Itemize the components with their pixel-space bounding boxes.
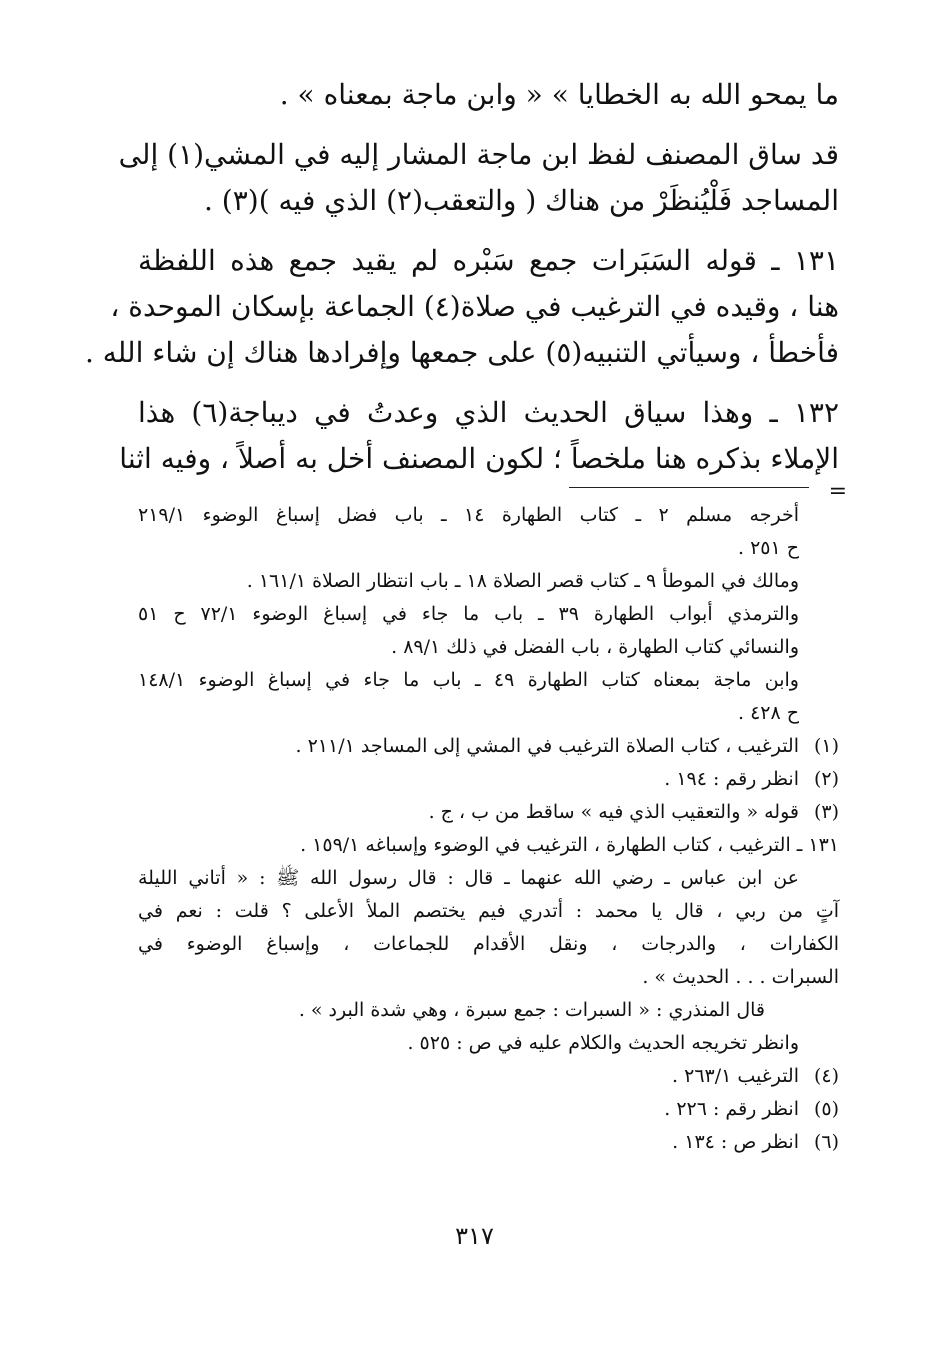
footnote-line (138, 862, 839, 895)
footnote-marker: (٤) (813, 1065, 839, 1087)
footnote-line (138, 763, 839, 796)
text-line: قد ساق المصنف لفظ ابن ماجة المشار إليه في المشي(١) إلى (118, 138, 839, 171)
paragraph (84, 238, 839, 376)
text-line: المساجد فَلْيُنظَرْ من هناك ( والتعقب(٢) الذي فيه )(٣) . (204, 184, 839, 217)
footnote-text: عن ابن عباس ـ رضي الله عنهما ـ قال : قال رسول الله ﷺ : « أتاني الليلة (138, 867, 799, 889)
footnote (138, 1027, 839, 1060)
footnote (138, 1093, 839, 1126)
footnote-marker: (٣) (813, 801, 839, 823)
footnote-text: انظر رقم : ٢٢٦ . (664, 1098, 799, 1120)
footnote (138, 1060, 839, 1093)
footnote (138, 598, 839, 664)
text-line: ما يمحو الله به الخطايا » « وابن ماجة بمعناه » . (279, 78, 839, 111)
footnote-text: وابن ماجة بمعناه كتاب الطهارة ٤٩ ـ باب ما جاء في إسباغ الوضوء ١٤٨/١ (138, 669, 799, 691)
footnote-text: الترغيب ، كتاب الصلاة الترغيب في المشي إلى المساجد ٢١١/١ . (295, 735, 799, 757)
paragraph (138, 72, 839, 118)
footnote (138, 994, 839, 1027)
footnote-marker: (١) (813, 735, 839, 757)
footnote-line (138, 730, 839, 763)
footnote (138, 829, 839, 862)
footnote (138, 565, 839, 598)
footnote-marker: (٥) (813, 1098, 839, 1120)
footnote-text: ح ٢٥١ . (737, 537, 799, 559)
footnote-line (138, 565, 839, 598)
footnote-text: انظر رقم : ١٩٤ . (664, 768, 799, 790)
separator-rule (569, 487, 809, 488)
continuation-mark: = (828, 479, 847, 504)
footnote-line (138, 664, 839, 697)
footnote (138, 664, 839, 730)
footnote (138, 499, 839, 565)
footnote-text: قوله « والتعقيب الذي فيه » ساقط من ب ، ج . (428, 801, 799, 823)
footnote-line (138, 499, 839, 532)
footnote-text: والنسائي كتاب الطهارة ، باب الفضل في ذلك ٨٩/١ . (391, 636, 799, 658)
footnote-text: ح ٤٢٨ . (737, 702, 799, 724)
page-number: ٣١٧ (455, 1222, 494, 1250)
footnote-line (138, 598, 839, 631)
footnote-line (138, 994, 839, 1027)
footnote-marker: (٢) (813, 768, 839, 790)
footnote-marker: (٦) (813, 1131, 839, 1153)
footnote-line (138, 1060, 839, 1093)
footnote-text: وانظر تخريجه الحديث والكلام عليه في ص : ٥٢٥ . (407, 1032, 799, 1054)
text-line: ١٣٢ ـ وهذا سياق الحديث الذي وعدتُ في ديباجة(٦) هذا (138, 396, 839, 429)
footnote (138, 1126, 839, 1159)
footnote-text: ومالك في الموطأ ٩ ـ كتاب قصر الصلاة ١٨ ـ باب انتظار الصلاة ١٦١/١ . (246, 570, 799, 592)
footnote-line (138, 532, 839, 565)
text-line: ١٣١ ـ قوله السَبَرات جمع سَبْره لم يقيد جمع هذه اللفظة (138, 244, 839, 277)
footnote-text: انظر ص : ١٣٤ . (672, 1131, 799, 1153)
paragraph (118, 132, 839, 224)
footnote-text: ١٣١ ـ الترغيب ، كتاب الطهارة ، الترغيب في الوضوء وإسباغه ١٥٩/١ . (300, 834, 839, 856)
footnote-line: الكفارات ، والدرجات ، ونقل الأقدام للجماعات ، وإسباغ الوضوء في (138, 933, 839, 955)
footnote-line (138, 1126, 839, 1159)
footnote-line (138, 796, 839, 829)
footnote (138, 862, 839, 994)
footnote-text: الترغيب ٢٦٣/١ . (672, 1065, 799, 1087)
text-line: فأخطأ ، وسيأتي التنبيه(٥) على جمعها وإفرادها هناك إن شاء الله . (84, 336, 839, 369)
footnote-line (138, 1027, 839, 1060)
footnote-list (138, 499, 839, 1159)
footnote-separator (138, 479, 847, 504)
footnotes-section (138, 479, 847, 1159)
footnote (138, 730, 839, 763)
footnote-line: آتٍ من ربي ، قال يا محمد : أتدري فيم يختصم الملأ الأعلى ؟ قلت : نعم في (138, 900, 839, 922)
footnote-text: أخرجه مسلم ٢ ـ كتاب الطهارة ١٤ ـ باب فضل إسباغ الوضوء ٢١٩/١ (138, 504, 799, 526)
footnote-line: السبرات . . . الحديث » . (642, 966, 839, 988)
footnote (138, 796, 839, 829)
footnote (138, 763, 839, 796)
footnote-line (138, 1093, 839, 1126)
paragraph (119, 390, 839, 482)
footnote-text: والترمذي أبواب الطهارة ٣٩ ـ باب ما جاء في إسباغ الوضوء ٧٢/١ ح ٥١ (138, 603, 800, 625)
footnote-line (138, 697, 839, 730)
footnote-text: قال المنذري : « السبرات : جمع سبرة ، وهي شدة البرد » . (298, 999, 765, 1021)
text-line: هنا ، وقيده في الترغيب في صلاة(٤) الجماعة بإسكان الموحدة ، (110, 290, 839, 323)
footnote-line (138, 631, 839, 664)
text-line: الإملاء بذكره هنا ملخصاً ؛ لكون المصنف أخل به أصلاً ، وفيه اثنا (119, 442, 839, 475)
footnote-line (138, 829, 839, 862)
main-text (84, 72, 839, 496)
